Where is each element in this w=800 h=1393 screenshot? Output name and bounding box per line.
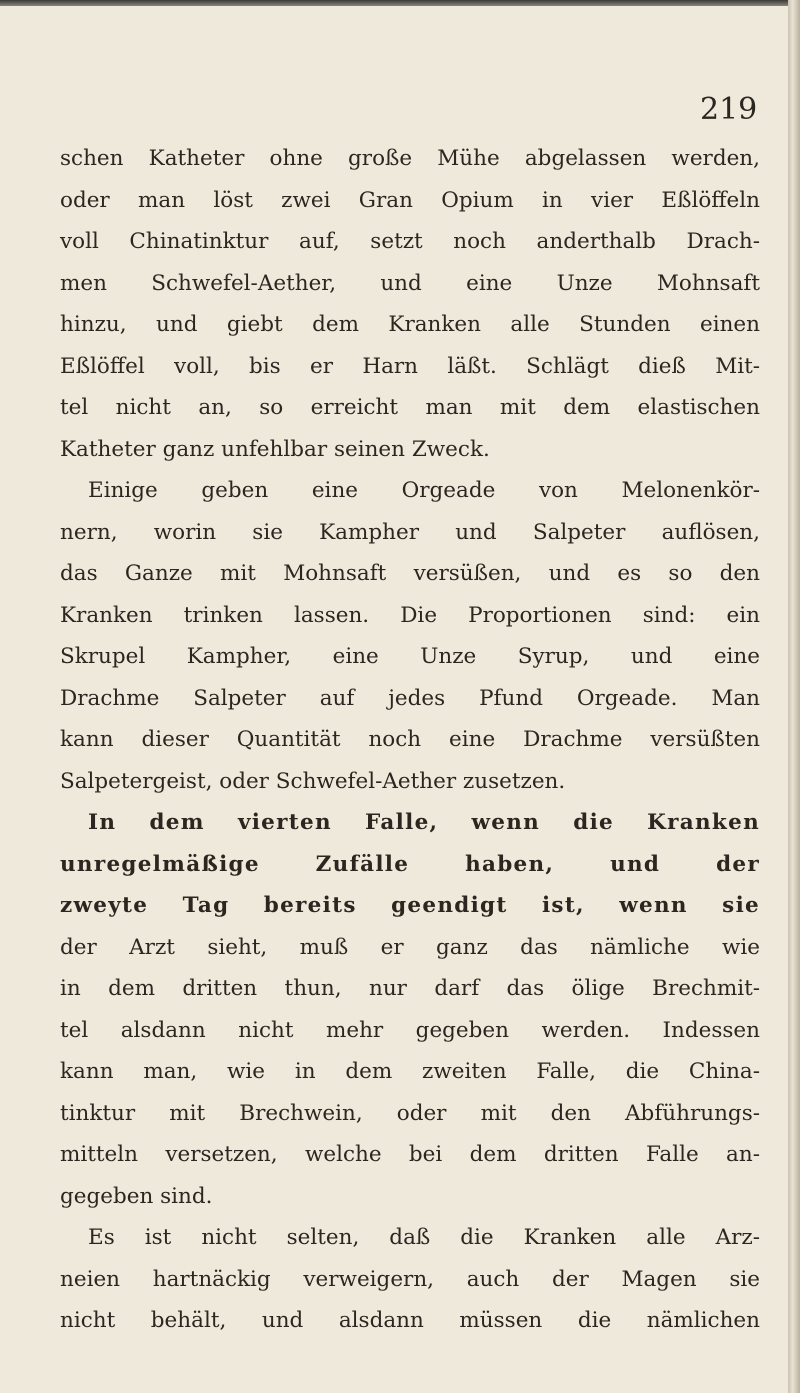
text-line: Kranken trinken lassen. Die Proportionen sind: ein [60, 602, 760, 628]
text-line: Katheter ganz unfehlbar seinen Zweck. [60, 436, 490, 462]
body-text [60, 138, 760, 1342]
text-line: Salpetergeist, oder Schwefel-Aether zusetzen. [60, 768, 566, 794]
page-top-edge [0, 0, 800, 6]
text-line: nern, worin sie Kampher und Salpeter auflösen, [60, 519, 760, 545]
text-line: tel nicht an, so erreicht man mit dem elastischen [60, 395, 760, 420]
text-line: Skrupel Kampher, eine Unze Syrup, und eine [60, 644, 760, 669]
page-binding-edge [788, 0, 800, 1393]
text-line: tel alsdann nicht mehr gegeben werden. Indessen [60, 1017, 760, 1043]
text-line: Eßlöffel voll, bis er Harn läßt. Schlägt dieß Mit- [60, 353, 760, 379]
text-line: in dem dritten thun, nur darf das ölige Brechmit- [60, 976, 760, 1001]
text-line: In dem vierten Falle, wenn die Kranken [88, 810, 760, 835]
text-line: zweyte Tag bereits geendigt ist, wenn sie [60, 893, 760, 918]
text-line: tinktur mit Brechwein, oder mit den Abführungs- [60, 1100, 760, 1126]
text-line: men Schwefel-Aether, und eine Unze Mohnsaft [60, 270, 760, 296]
text-line: unregelmäßige Zufälle haben, und der [60, 851, 760, 877]
text-line: gegeben sind. [60, 1183, 213, 1209]
text-line: kann dieser Quantität noch eine Drachme versüßten [60, 727, 760, 752]
text-line: oder man löst zwei Gran Opium in vier Eßlöffeln [60, 187, 760, 213]
text-line: Drachme Salpeter auf jedes Pfund Orgeade. Man [60, 685, 760, 711]
text-line: mitteln versetzen, welche bei dem dritten Falle an- [60, 1142, 760, 1167]
text-line: voll Chinatinktur auf, setzt noch anderthalb Drach- [60, 229, 760, 254]
text-line: neien hartnäckig verweigern, auch der Magen sie [60, 1266, 760, 1292]
text-line: Einige geben eine Orgeade von Melonenkör- [88, 478, 760, 503]
text-line: hinzu, und giebt dem Kranken alle Stunden einen [60, 312, 760, 337]
text-line: schen Katheter ohne große Mühe abgelassen werden, [60, 146, 760, 171]
page-number: 219 [700, 92, 758, 127]
text-line: das Ganze mit Mohnsaft versüßen, und es so den [60, 561, 760, 586]
text-line: Es ist nicht selten, daß die Kranken alle Arz- [88, 1225, 760, 1250]
text-line: nicht behält, und alsdann müssen die nämlichen [60, 1308, 760, 1333]
text-line: kann man, wie in dem zweiten Falle, die China- [60, 1059, 760, 1084]
text-line: der Arzt sieht, muß er ganz das nämliche wie [60, 934, 760, 960]
